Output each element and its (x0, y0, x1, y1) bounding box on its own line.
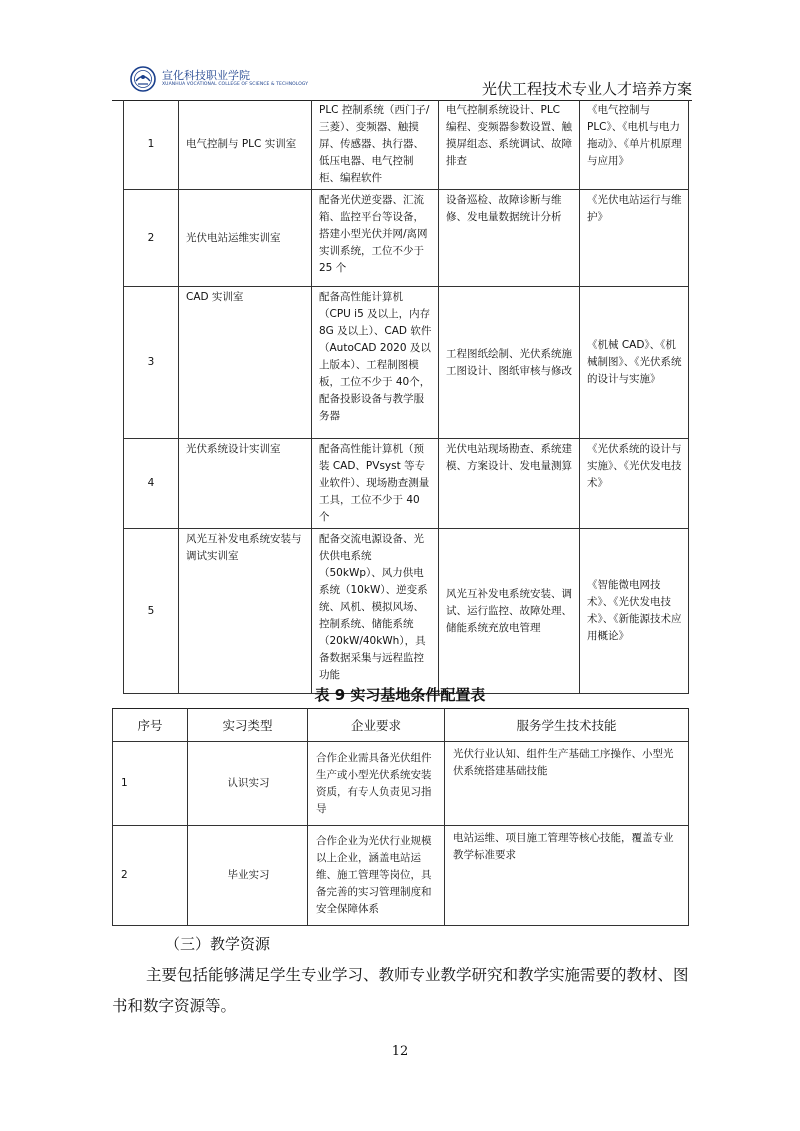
room-courses: 《智能微电网技术》、《光伏发电技术》、《新能源技术应用概论》 (580, 529, 689, 694)
room-equipment: 配备光伏逆变器、汇流箱、监控平台等设备，搭建小型光伏并网/离网实训系统，工位不少于25 个 (312, 190, 439, 287)
student-skills: 光伏行业认知、组件生产基础工序操作、小型光伏系统搭建基础技能 (445, 742, 689, 826)
row-number: 2 (113, 826, 188, 926)
room-equipment: 配备交流电源设备、光伏供电系统（50kWp）、风力供电系统（10kW）、逆变系统、风机、模拟风场、控制系统、储能系统（20kW/40kWh），具备数据采集与远程监控功能 (312, 529, 439, 694)
table-caption: 表 9 实习基地条件配置表 (314, 686, 486, 704)
header-skills: 服务学生技术技能 (445, 709, 689, 742)
header-requirement: 企业要求 (308, 709, 445, 742)
table-row (124, 439, 689, 529)
college-logo-icon (130, 66, 156, 92)
room-courses: 《电气控制与PLC》、《电机与电力拖动》、《单片机原理与应用》 (580, 100, 689, 190)
training-room-table (123, 100, 689, 694)
room-courses: 《光伏电站运行与维护》 (580, 190, 689, 287)
page-number: 12 (391, 1044, 409, 1059)
section-heading: （三）教学资源 (165, 935, 271, 953)
row-number: 1 (113, 742, 188, 826)
room-name: 风光互补发电系统安装与调试实训室 (179, 529, 312, 694)
table-row (124, 190, 689, 287)
table-row (113, 742, 689, 826)
school-english-name: XUANHUA VOCATIONAL COLLEGE OF SCIENCE & TECHNOLOGY (162, 82, 309, 87)
table-row (113, 826, 689, 926)
row-number: 1 (124, 100, 179, 190)
table-row (124, 100, 689, 190)
room-equipment: PLC 控制系统（西门子/三菱）、变频器、触摸屏、传感器、执行器、低压电器、电气控制柜、编程软件 (312, 100, 439, 190)
row-number: 5 (124, 529, 179, 694)
table-header-row (113, 709, 689, 742)
body-paragraph: 主要包括能够满足学生专业学习、教师专业教学研究和教学实施需要的教材、图书和数字资源等。 (112, 966, 689, 1015)
table-row (124, 529, 689, 694)
room-courses: 《机械 CAD》、《机械制图》、《光伏系统的设计与实施》 (580, 287, 689, 439)
header-no: 序号 (113, 709, 188, 742)
school-name: 宣化科技职业学院 (162, 69, 250, 82)
room-function: 电气控制系统设计、PLC 编程、变频器参数设置、触摸屏组态、系统调试、故障排查 (439, 100, 580, 190)
enterprise-requirement: 合作企业为光伏行业规模以上企业，涵盖电站运维、施工管理等岗位，具备完善的实习管理制度和安全保障体系 (308, 826, 445, 926)
internship-base-table (112, 708, 689, 926)
room-name: CAD 实训室 (179, 287, 312, 439)
room-function: 设备巡检、故障诊断与维修、发电量数据统计分析 (439, 190, 580, 287)
room-function: 工程图纸绘制、光伏系统施工图设计、图纸审核与修改 (439, 287, 580, 439)
internship-type: 认识实习 (188, 742, 308, 826)
page-header (112, 60, 692, 101)
room-name: 光伏电站运维实训室 (179, 190, 312, 287)
room-function: 风光互补发电系统安装、调试、运行监控、故障处理、储能系统充放电管理 (439, 529, 580, 694)
row-number: 3 (124, 287, 179, 439)
document-title: 光伏工程技术专业人才培养方案 (481, 80, 692, 98)
row-number: 2 (124, 190, 179, 287)
room-courses: 《光伏系统的设计与实施》、《光伏发电技术》 (580, 439, 689, 529)
header-type: 实习类型 (188, 709, 308, 742)
internship-type: 毕业实习 (188, 826, 308, 926)
student-skills: 电站运维、项目施工管理等核心技能，覆盖专业教学标准要求 (445, 826, 689, 926)
room-name: 光伏系统设计实训室 (179, 439, 312, 529)
table-row (124, 287, 689, 439)
room-name: 电气控制与 PLC 实训室 (179, 100, 312, 190)
row-number: 4 (124, 439, 179, 529)
room-function: 光伏电站现场勘查、系统建模、方案设计、发电量测算 (439, 439, 580, 529)
enterprise-requirement: 合作企业需具备光伏组件生产或小型光伏系统安装资质，有专人负责见习指导 (308, 742, 445, 826)
room-equipment: 配备高性能计算机（CPU i5 及以上，内存8G 及以上）、CAD 软件（AutoCAD 2020 及以上版本）、工程制图模板，工位不少于 40个，配备投影设备与教学服务器 (312, 287, 439, 439)
room-equipment: 配备高性能计算机（预装 CAD、PVsyst 等专业软件）、现场勘查测量工具，工位不少于 40 个 (312, 439, 439, 529)
